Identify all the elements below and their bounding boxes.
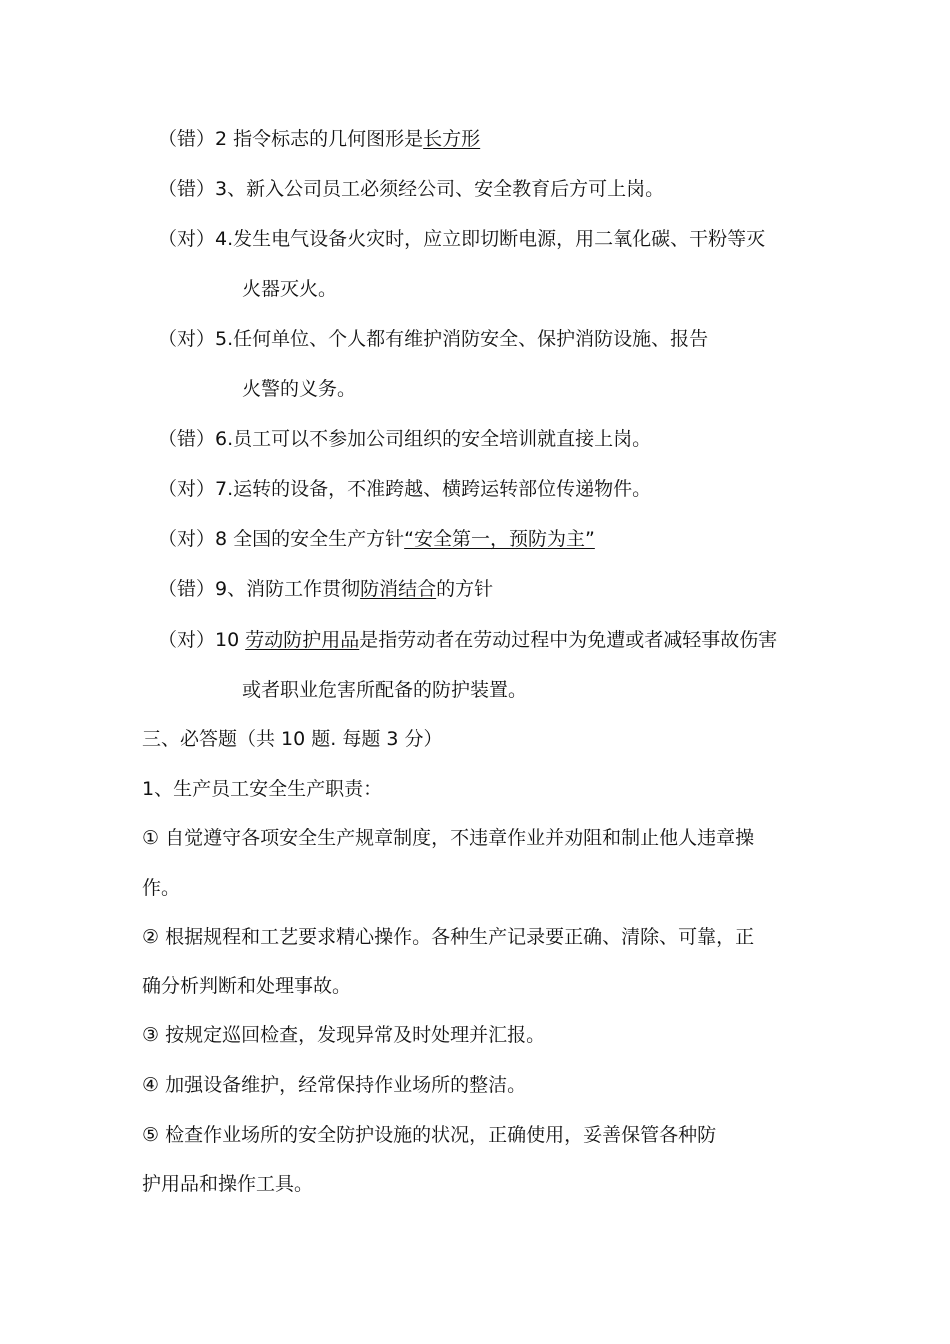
underlined-answer: 劳动防护用品 <box>245 629 360 651</box>
judgement-item-5-continuation: 火警的义务。 <box>242 378 357 400</box>
underlined-answer: 防消结合 <box>360 578 437 600</box>
item-text: 6.员工可以不参加公司组织的安全培训就直接上岗。 <box>215 428 652 450</box>
underlined-answer: 长方形 <box>423 128 481 150</box>
judgement-item-10 <box>158 628 777 652</box>
duty-item-1-continuation: 作。 <box>142 877 181 899</box>
item-tail: 是指劳动者在劳动过程中为免遭或者减轻事故伤害 <box>359 629 778 651</box>
item-text: 3、新入公司员工必须经公司、安全教育后方可上岗。 <box>215 178 665 200</box>
answer-mark: （错） <box>158 578 216 600</box>
answer-mark: （错） <box>158 428 216 450</box>
answer-mark: （对） <box>158 528 216 550</box>
judgement-item-5 <box>158 327 708 351</box>
item-text: 5.任何单位、个人都有维护消防安全、保护消防设施、报告 <box>215 328 709 350</box>
judgement-item-9 <box>158 577 493 601</box>
judgement-item-8 <box>158 527 595 551</box>
item-text: 2 指令标志的几何图形是 <box>215 128 424 150</box>
duty-item-5-continuation: 护用品和操作工具。 <box>142 1173 314 1195</box>
item-text: 10 <box>215 629 246 651</box>
answer-mark: （对） <box>158 478 216 500</box>
item-text: 9、消防工作贯彻 <box>215 578 361 600</box>
answer-mark: （对） <box>158 228 216 250</box>
judgement-item-4-continuation: 火器灭火。 <box>242 278 338 300</box>
item-text: 4.发生电气设备火灾时，应立即切断电源，用二氧化碳、干粉等灭 <box>215 228 766 250</box>
judgement-item-7 <box>158 477 651 501</box>
item-tail: 的方针 <box>436 578 494 600</box>
section-heading: 三、必答题（共 10 题. 每题 3 分） <box>142 728 443 750</box>
judgement-item-6 <box>158 427 651 451</box>
duty-item-5: ⑤ 检查作业场所的安全防护设施的状况，正确使用，妥善保管各种防 <box>142 1124 717 1146</box>
duty-item-1: ① 自觉遵守各项安全生产规章制度，不违章作业并劝阻和制止他人违章操 <box>142 827 755 849</box>
question-title: 1、生产员工安全生产职责： <box>142 778 383 800</box>
answer-mark: （对） <box>158 328 216 350</box>
duty-item-3: ③ 按规定巡回检查，发现异常及时处理并汇报。 <box>142 1024 546 1046</box>
duty-item-4: ④ 加强设备维护，经常保持作业场所的整洁。 <box>142 1074 527 1096</box>
item-text: 7.运转的设备，不准跨越、横跨运转部位传递物件。 <box>215 478 652 500</box>
answer-mark: （对） <box>158 629 216 651</box>
duty-item-2-continuation: 确分析判断和处理事故。 <box>142 975 352 997</box>
duty-item-2: ② 根据规程和工艺要求精心操作。各种生产记录要正确、清除、可靠，正 <box>142 926 755 948</box>
judgement-item-10-continuation: 或者职业危害所配备的防护装置。 <box>242 679 528 701</box>
judgement-item-4 <box>158 227 765 251</box>
judgement-item-3 <box>158 177 664 201</box>
answer-mark: （错） <box>158 128 216 150</box>
judgement-item-2 <box>158 127 480 151</box>
answer-mark: （错） <box>158 178 216 200</box>
underlined-answer: “安全第一，预防为主” <box>404 528 595 550</box>
item-text: 8 全国的安全生产方针 <box>215 528 405 550</box>
